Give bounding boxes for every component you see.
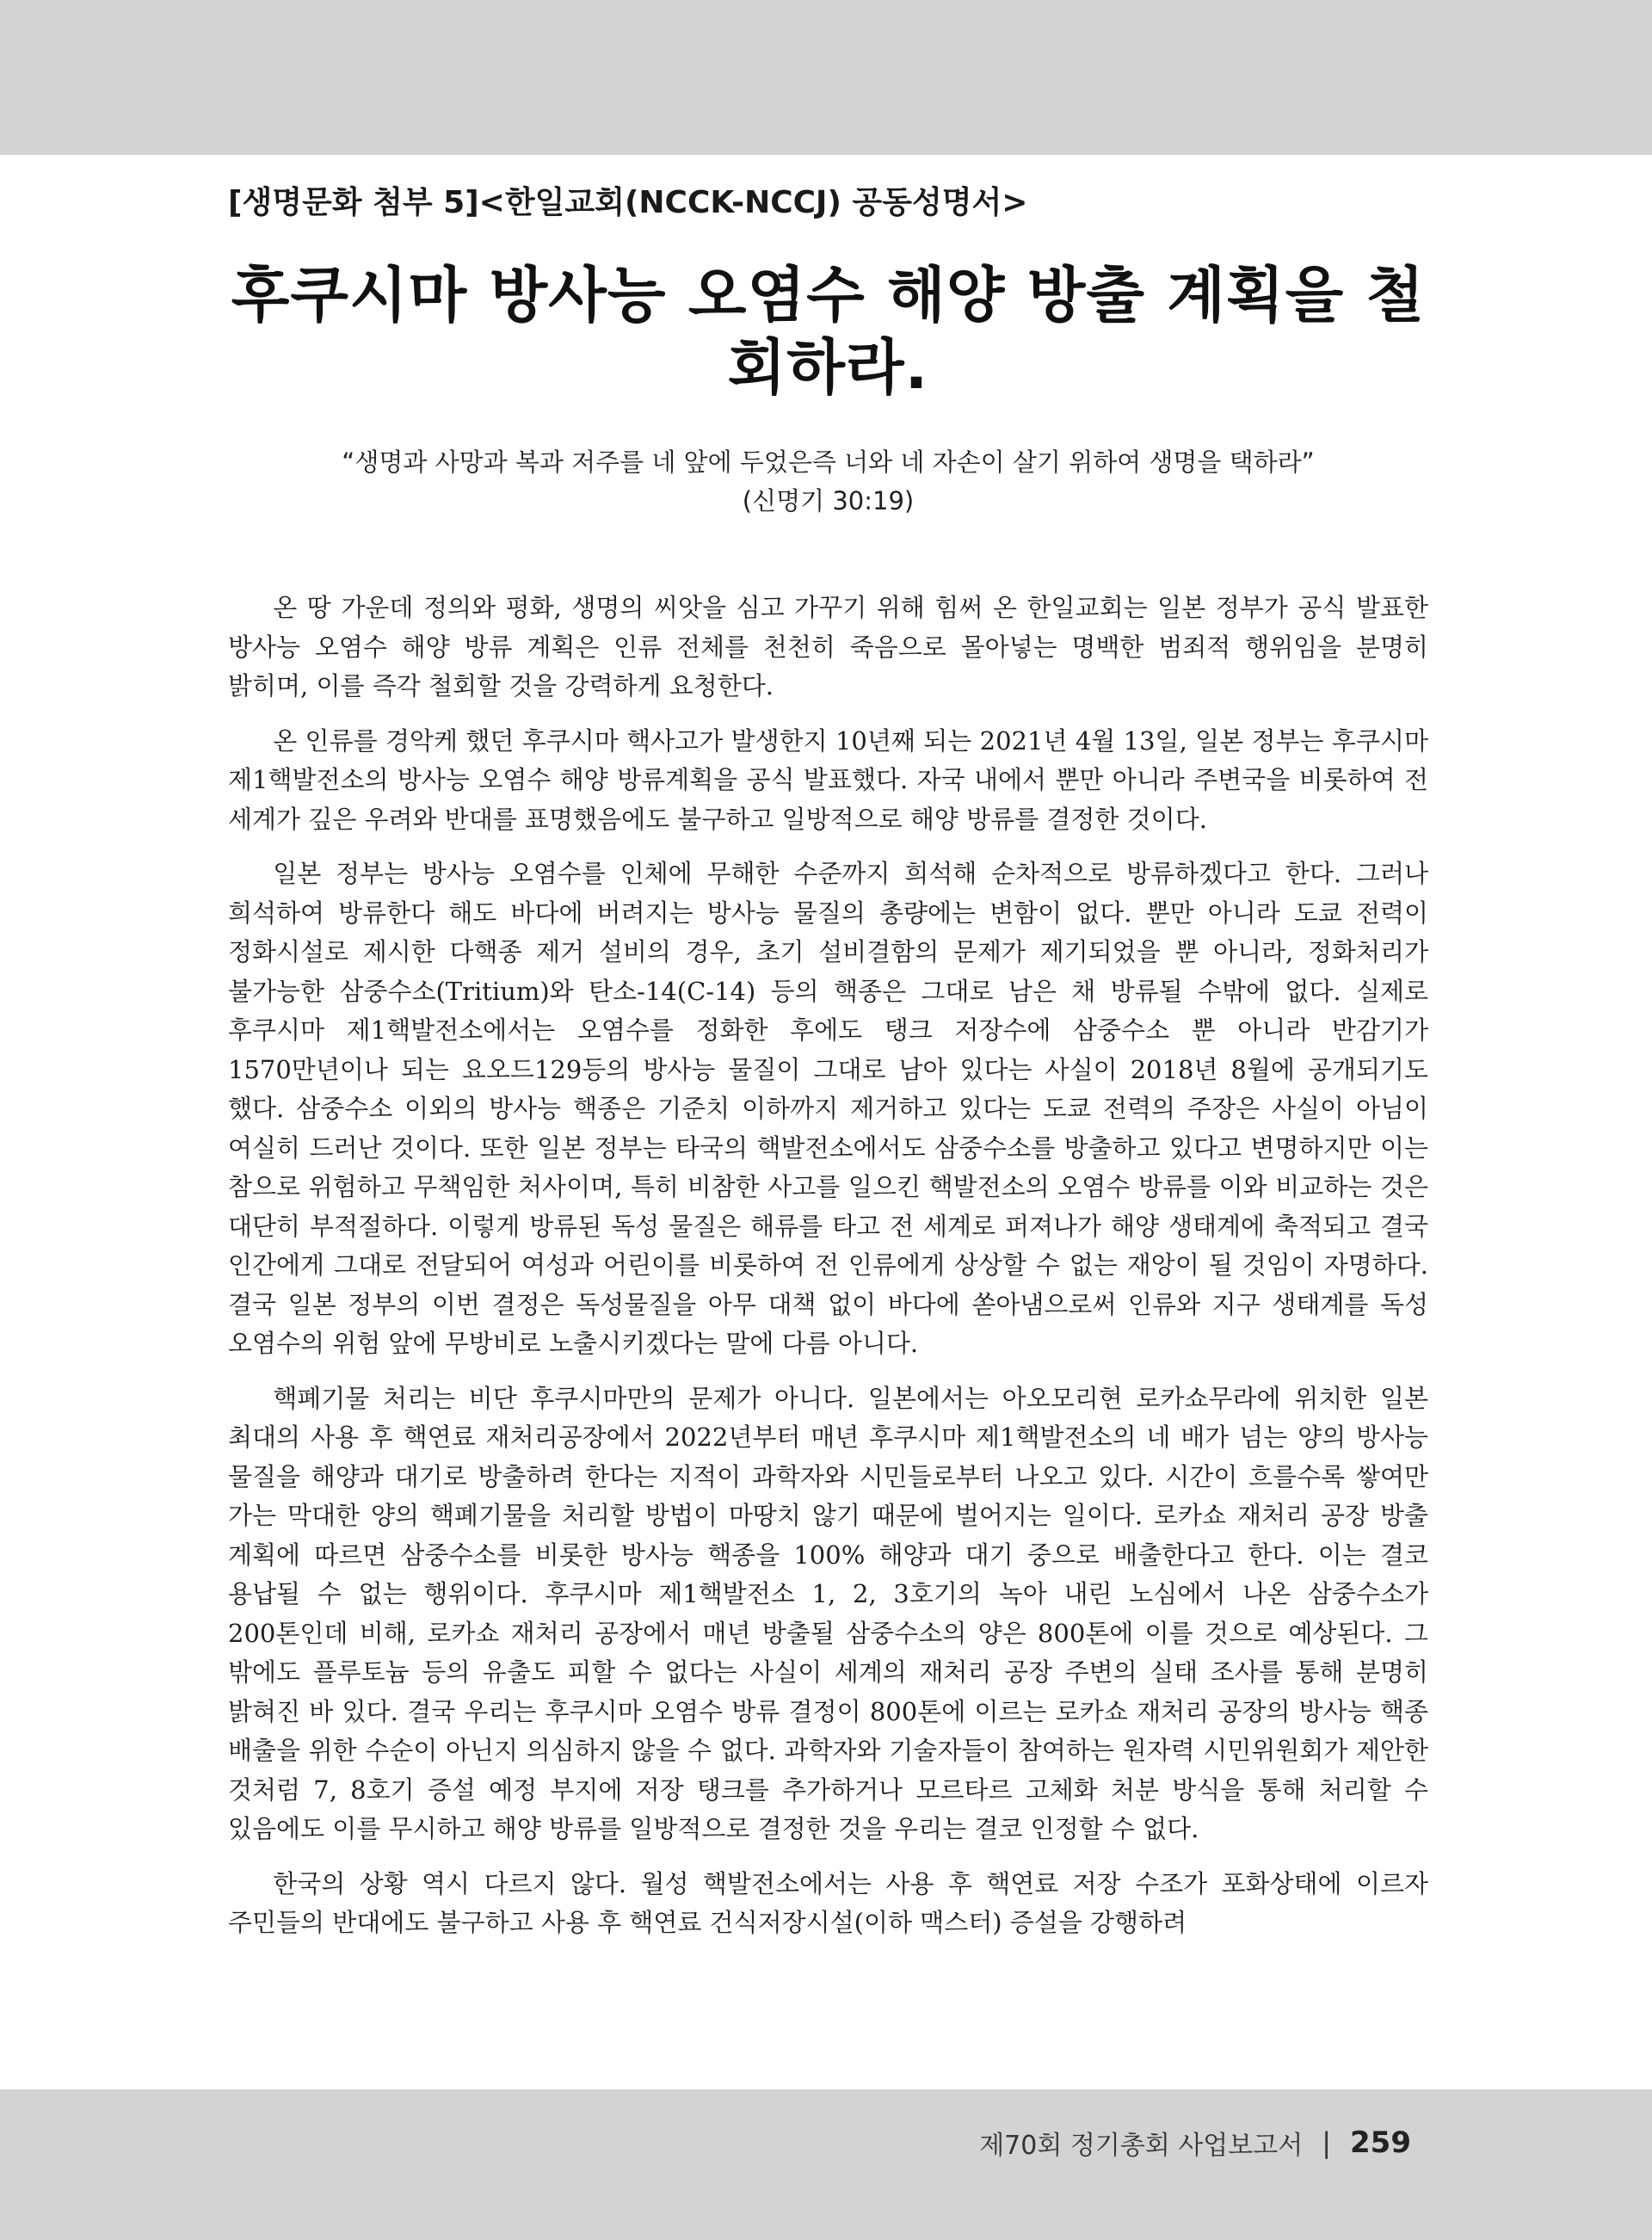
- footer-separator: |: [1322, 2126, 1332, 2159]
- report-label: 제70회 정기총회 사업보고서: [979, 2131, 1304, 2161]
- footer-band: [0, 2089, 1652, 2240]
- scripture-quote: [228, 443, 1428, 521]
- page-title: 후쿠시마 방사능 오염수 해양 방출 계획을 철회하라.: [231, 259, 1426, 403]
- header-band: [0, 0, 1652, 155]
- paragraph: 한국의 상황 역시 다르지 않다. 월성 핵발전소에서는 사용 후 핵연료 저장 수조가 포화상태에 이르자 주민들의 반대에도 불구하고 사용 후 핵연료 건식저장시설(이하 맥스터) 증설을 강행하려: [228, 1868, 1428, 1938]
- paragraph: 온 땅 가운데 정의와 평화, 생명의 씨앗을 심고 가꾸기 위해 힘써 온 한일교회는 일본 정부가 공식 발표한 방사능 오염수 해양 방류 계획은 인류 전체를 천천히 죽음으로 몰아넣는 명백한 범죄적 행위임을 분명히 밝히며, 이를 즉각 철회할 것을 강력하게 요청한다.: [228, 593, 1428, 701]
- paragraph: 온 인류를 경악케 했던 후쿠시마 핵사고가 발생한지 10년째 되는 2021년 4월 13일, 일본 정부는 후쿠시마 제1핵발전소의 방사능 오염수 해양 방류계획을 공식 발표했다. 자국 내에서 뿐만 아니라 주변국을 비롯하여 전 세계가 깊은 우려와 반대를 표명했음에도 불구하고 일방적으로 해양 방류를 결정한 것이다.: [228, 725, 1428, 834]
- page-footer: [979, 2124, 1411, 2162]
- paragraph: 일본 정부는 방사능 오염수를 인체에 무해한 수준까지 희석해 순차적으로 방류하겠다고 한다. 그러나 희석하여 방류한다 해도 바다에 버려지는 방사능 물질의 총량에는 변함이 없다. 뿐만 아니라 도쿄 전력이 정화시설로 제시한 다핵종 제거 설비의 경우, 초기 설비결함의 문제가 제기되었을 뿐 아니라, 정화처리가 불가능한 삼중수소(Tritium)와 탄소-14(C-14) 등의 핵종은 그대로 남은 채 방류될 수밖에 없다. 실제로 후쿠시마 제1핵발전소에서는 오염수를 정화한 후에도 탱크 저장수에 삼중수소 뿐 아니라 반감기가 1570만년이나 되는 요오드129등의 방사능 물질이 그대로 남아 있다는 사실이 2018년 8월에 공개되기도 했다. 삼중수소 이외의 방사능 핵종은 기준치 이하까지 제거하고 있다는 도쿄 전력의 주장은 사실이 아님이 여실히 드러난 것이다. 또한 일본 정부는 타국의 핵발전소에서도 삼중수소를 방출하고 있다고 변명하지만 이는 참으로 위험하고 무책임한 처사이며, 특히 비참한 사고를 일으킨 핵발전소의 오염수 방류를 이와 비교하는 것은 대단히 부적절하다. 이렇게 방류된 독성 물질은 해류를 타고 전 세계로 퍼져나가 해양 생태계에 축적되고 결국 인간에게 그대로 전달되어 여성과 어린이를 비롯하여 전 인류에게 상상할 수 없는 재앙이 될 것임이 자명하다. 결국 일본 정부의 이번 결정은 독성물질을 아무 대책 없이 바다에 쏟아냄으로써 인류와 지구 생태계를 독성 오염수의 위험 앞에 무방비로 노출시키겠다는 말에 다름 아니다.: [228, 859, 1428, 1359]
- page-number: 259: [1350, 2126, 1411, 2160]
- attachment-label: [생명문화 첨부 5]<한일교회(NCCK-NCCJ) 공동성명서>: [228, 185, 1028, 220]
- quote-citation: (신명기 30:19): [742, 485, 915, 515]
- quote-text: “생명과 사망과 복과 저주를 네 앞에 두었은즉 너와 네 자손이 살기 위하여 생명을 택하라”: [342, 447, 1315, 477]
- paragraph: 핵폐기물 처리는 비단 후쿠시마만의 문제가 아니다. 일본에서는 아오모리현 로카쇼무라에 위치한 일본 최대의 사용 후 핵연료 재처리공장에서 2022년부터 매년 후쿠시마 제1핵발전소의 네 배가 넘는 양의 방사능 물질을 해양과 대기로 방출하려 한다는 지적이 과학자와 시민들로부터 나오고 있다. 시간이 흐를수록 쌓여만 가는 막대한 양의 핵폐기물을 처리할 방법이 마땅치 않기 때문에 벌어지는 일이다. 로카쇼 재처리 공장 방출 계획에 따르면 삼중수소를 비롯한 방사능 핵종을 100% 해양과 대기 중으로 배출한다고 한다. 이는 결코 용납될 수 없는 행위이다. 후쿠시마 제1핵발전소 1, 2, 3호기의 녹아 내린 노심에서 나온 삼중수소가 200톤인데 비해, 로카쇼 재처리 공장에서 매년 방출될 삼중수소의 양은 800톤에 이를 것으로 예상된다. 그 밖에도 플루토늄 등의 유출도 피할 수 없다는 사실이 세계의 재처리 공장 주변의 실태 조사를 통해 분명히 밝혀진 바 있다. 결국 우리는 후쿠시마 오염수 방류 결정이 800톤에 이르는 로카쇼 재처리 공장의 방사능 핵종 배출을 위한 수순이 아닌지 의심하지 않을 수 없다. 과학자와 기술자들이 참여하는 원자력 시민위원회가 제안한 것처럼 7, 8호기 증설 예정 부지에 저장 탱크를 추가하거나 모르타르 고체화 처분 방식을 통해 처리할 수 있음에도 이를 무시하고 해양 방류를 일방적으로 결정한 것을 우리는 결코 인정할 수 없다.: [228, 1383, 1428, 1844]
- document-body: [228, 182, 1428, 1959]
